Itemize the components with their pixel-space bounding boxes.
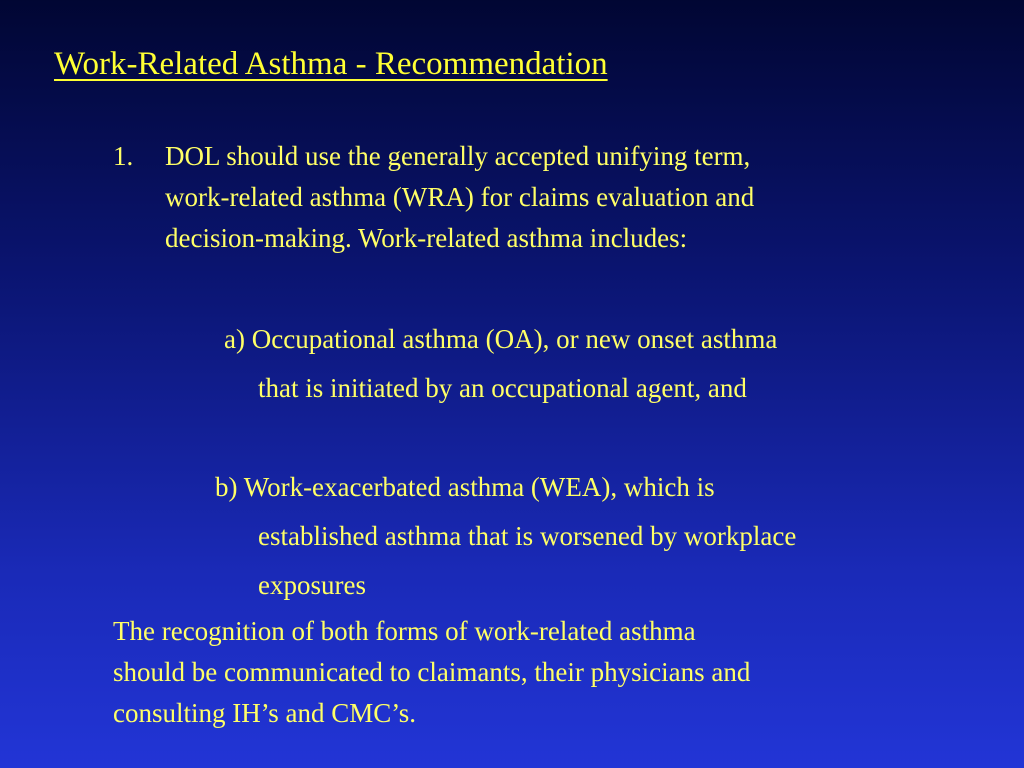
sub-item-b — [215, 463, 796, 610]
item-1-line: work-related asthma (WRA) for claims evaluation and — [165, 182, 755, 212]
sub-item-a-line: that is initiated by an occupational agent, and — [258, 373, 747, 403]
closing-line: consulting IH’s and CMC’s. — [113, 698, 417, 728]
sub-item-a-line: a) Occupational asthma (OA), or new onset asthma — [224, 324, 778, 354]
sub-item-a — [224, 315, 777, 413]
sub-item-b-line: b) Work-exacerbated asthma (WEA), which is — [215, 472, 715, 502]
sub-item-b-line: established asthma that is worsened by workplace — [258, 521, 797, 551]
item-1-text — [165, 136, 955, 259]
item-1-line: decision-making. Work-related asthma includes: — [165, 223, 688, 253]
item-1-line: DOL should use the generally accepted unifying term, — [165, 141, 751, 171]
item-number: 1. — [113, 141, 134, 171]
slide-title: Work-Related Asthma - Recommendation — [54, 46, 608, 82]
closing-line: The recognition of both forms of work-related asthma — [113, 616, 696, 646]
sub-item-b-line: exposures — [258, 570, 366, 600]
closing-line: should be communicated to claimants, their physicians and — [113, 657, 751, 687]
closing-paragraph — [113, 611, 750, 734]
